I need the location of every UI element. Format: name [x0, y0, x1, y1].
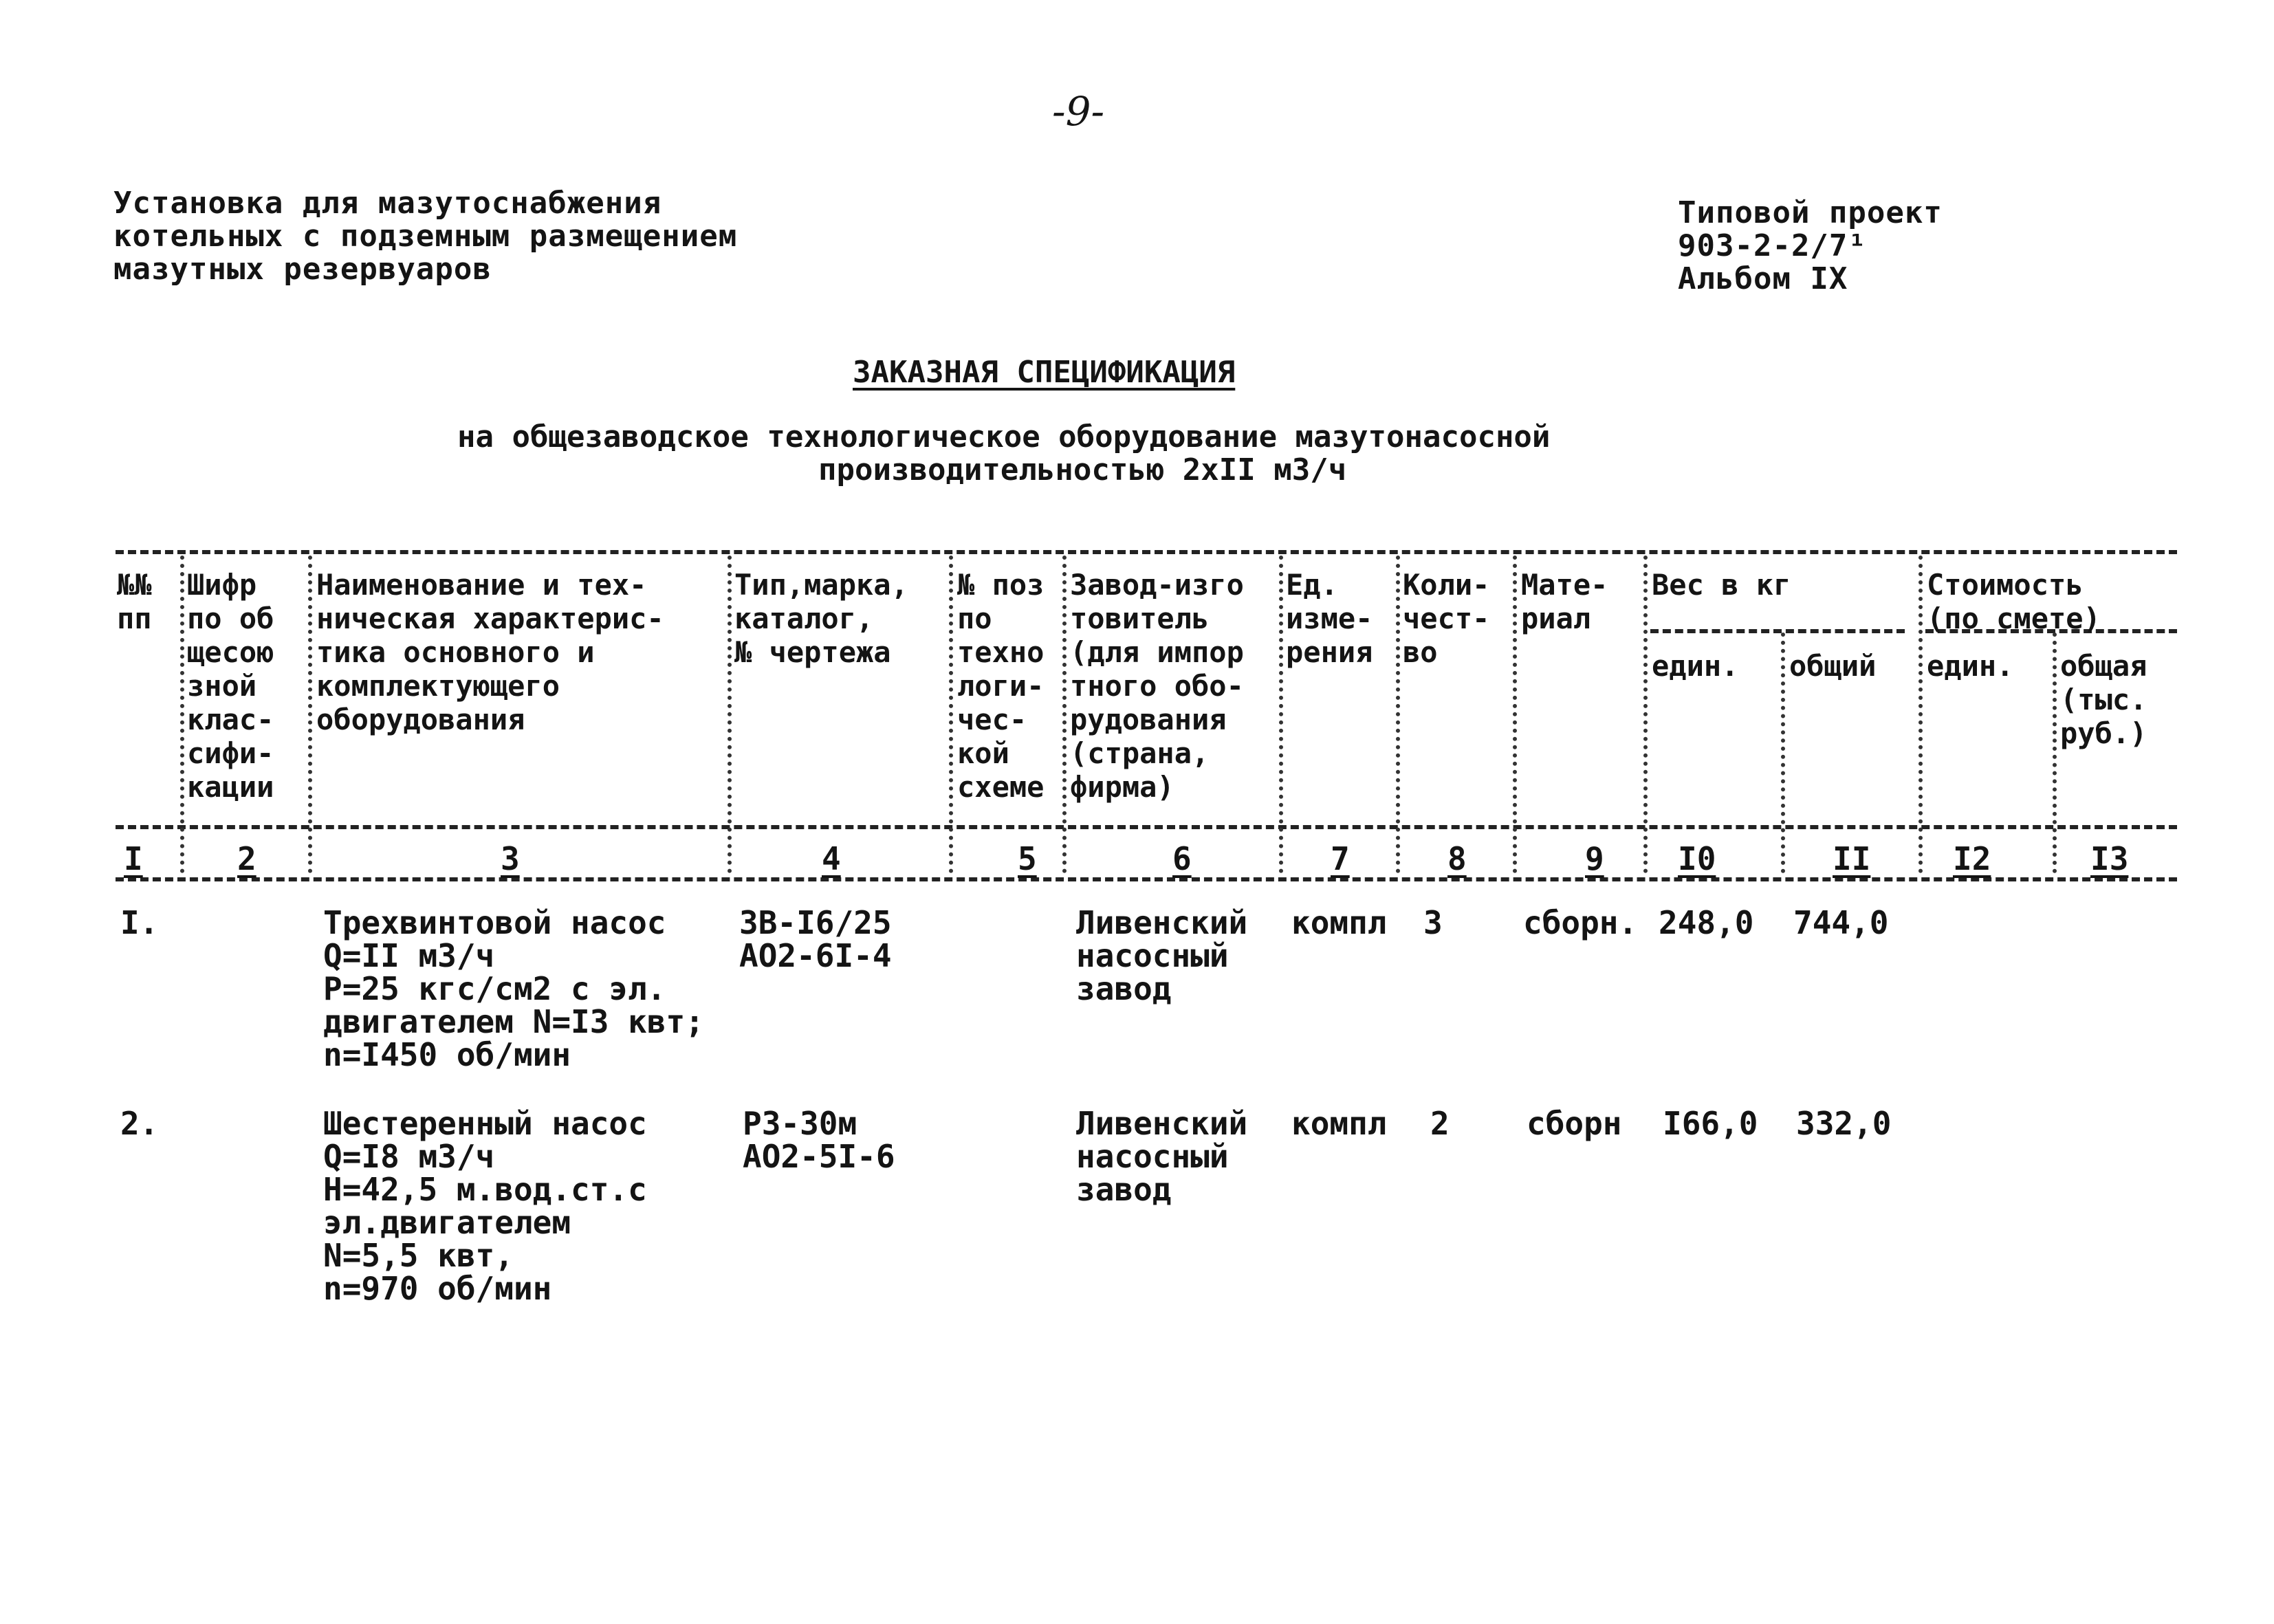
document-subtitle-line-1: на общезаводское технологическое оборудование мазутонасосной [457, 419, 1551, 454]
col-sep-10 [1781, 633, 1785, 873]
col-header-unit: Ед. изме- рения [1286, 568, 1373, 669]
row-2-number: 2. [120, 1105, 159, 1142]
row-2-manufacturer: Ливенский насосный завод [1076, 1105, 1248, 1208]
header-right-line-2: 903-2-2/7¹ [1678, 228, 1867, 263]
col-header-code: Шифр по об щесою зной клас- сифи- кации [187, 568, 274, 804]
col-number-2: 2 [237, 840, 256, 877]
col-sep-2 [308, 556, 312, 873]
row-1-material: сборн. [1523, 904, 1638, 941]
col-header-manufacturer: Завод-изго товитель (для импор тного обо- рудования (страна, фирма) [1070, 568, 1244, 804]
col-header-weight-total: общий [1789, 649, 1877, 683]
table-numbers-rule [116, 877, 2177, 881]
row-1-manufacturer: Ливенский насосный завод [1076, 904, 1248, 1007]
table-header-rule [116, 825, 2177, 829]
col-number-11: II [1833, 840, 1871, 877]
col-number-6: 6 [1172, 840, 1192, 877]
table-top-rule [116, 550, 2177, 554]
col-sep-4 [949, 556, 953, 873]
col-number-12: I2 [1953, 840, 1991, 877]
document-subtitle-line-2: производительностью 2хII м3/ч [818, 452, 1347, 487]
col-sep-6 [1279, 556, 1283, 873]
row-1-weight-total: 744,0 [1793, 904, 1889, 941]
header-left-line-2: котельных с подземным размещением [113, 219, 738, 254]
row-1-quantity: 3 [1423, 904, 1443, 941]
col-sep-3 [728, 556, 732, 873]
col-sep-1 [180, 556, 184, 873]
col-header-material: Мате- риал [1521, 568, 1608, 635]
row-2-quantity: 2 [1430, 1105, 1450, 1142]
col-sep-7 [1396, 556, 1400, 873]
col-sep-5 [1062, 556, 1067, 873]
col-header-cost-unit: един. [1927, 649, 2014, 683]
col-number-3: 3 [501, 840, 520, 877]
col-header-cost: Стоимость (по смете) [1927, 568, 2101, 635]
col-number-7: 7 [1331, 840, 1350, 877]
header-right-line-1: Типовой проект [1678, 195, 1943, 230]
col-header-cost-total: общая (тыс. руб.) [2060, 649, 2147, 750]
header-left-line-1: Установка для мазутоснабжения [113, 186, 662, 221]
col-number-9: 9 [1585, 840, 1604, 877]
col-header-weight: Вес в кг [1652, 568, 1791, 602]
row-2-unit: компл [1291, 1105, 1387, 1142]
col-header-quantity: Коли- чест- во [1403, 568, 1490, 669]
row-1-number: I. [120, 904, 159, 941]
col-header-weight-unit: един. [1652, 649, 1739, 683]
col-number-10: I0 [1678, 840, 1716, 877]
header-left-line-3: мазутных резервуаров [113, 252, 492, 287]
row-1-weight-unit: 248,0 [1659, 904, 1754, 941]
row-1-unit: компл [1291, 904, 1387, 941]
col-number-8: 8 [1447, 840, 1467, 877]
row-1-type: 3В-I6/25 АО2-6I-4 [739, 904, 892, 974]
header-right-line-3: Альбом IX [1678, 261, 1848, 296]
col-number-4: 4 [822, 840, 841, 877]
col-header-number: №№ пп [117, 568, 152, 635]
col-number-5: 5 [1018, 840, 1037, 877]
row-2-material: сборн [1527, 1105, 1622, 1142]
col-number-1: I [124, 840, 143, 877]
row-2-weight-total: 332,0 [1796, 1105, 1892, 1142]
document-title: ЗАКАЗНАЯ СПЕЦИФИКАЦИЯ [853, 355, 1236, 390]
row-2-name: Шестеренный насос Q=I8 м3/ч H=42,5 м.вод.ст.с эл.двигателем N=5,5 квт, n=970 об/мин [323, 1105, 647, 1307]
col-number-13: I3 [2090, 840, 2129, 877]
row-2-type: РЗ-30м АО2-5I-6 [743, 1105, 895, 1175]
col-sep-12 [2053, 633, 2057, 873]
col-header-position: № поз по техно логи- чес- кой схеме [957, 568, 1045, 804]
col-header-type: Тип,марка, каталог, № чертежа [734, 568, 908, 669]
row-1-name: Трехвинтовой насос Q=II м3/ч P=25 кгс/см2 с эл. двигателем N=I3 квт; n=I450 об/мин [323, 904, 704, 1073]
col-sep-8 [1513, 556, 1517, 873]
row-2-weight-unit: I66,0 [1663, 1105, 1758, 1142]
weight-subheader-rule [1650, 629, 1905, 633]
col-sep-9 [1643, 556, 1648, 873]
col-sep-11 [1918, 556, 1923, 873]
page-number: -9- [1052, 88, 1105, 135]
col-header-name: Наименование и тех- ническая характерис- тика основного и комплектующего оборудования [316, 568, 664, 736]
